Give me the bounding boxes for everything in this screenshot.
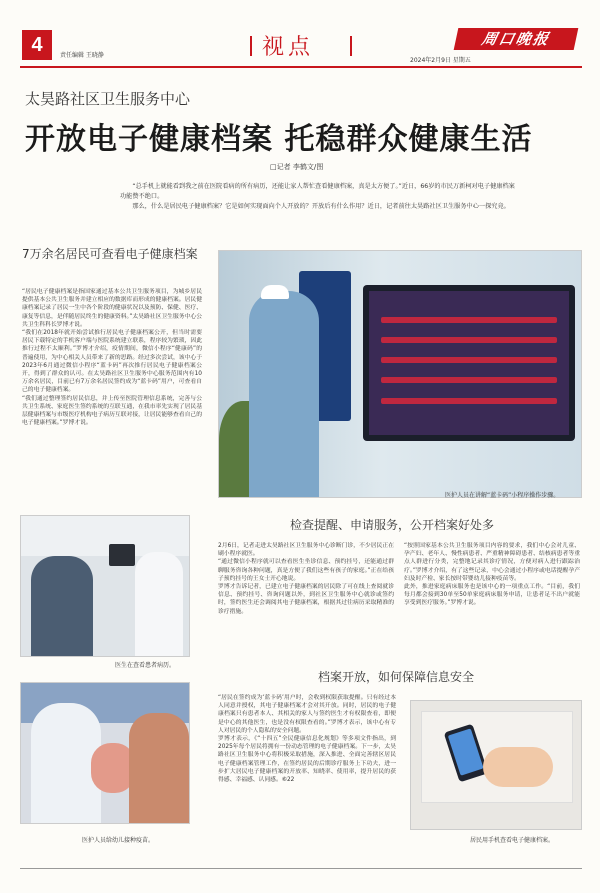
page-number: 4 — [22, 30, 52, 60]
parent-figure — [129, 713, 189, 823]
monitor-shape — [109, 544, 135, 566]
section-divider-right — [350, 36, 352, 56]
hand-shape — [483, 747, 553, 787]
main-photo-caption: 医护人员在讲解“蓝卡码”小程序操作步骤。 — [445, 492, 560, 499]
section-1-title: 7万余名居民可查看电子健康档案 — [22, 247, 198, 261]
vaccination-photo — [20, 682, 190, 824]
newspaper-logo: 周口晚报 — [454, 28, 579, 50]
section-2-column-1: 2月6日，记者走进太昊路社区卫生服务中心诊断门诊，不少居民正在刷小程序就医。 “通过微信小程序就可以查看医生坐诊信息、预约挂号，还能通过群聊服务咨询各种问题，真是方便了我们这些有孩子的家庭。”正在给孩子预约挂号的王女士开心地说。 罗博才告诉记者，已建立电子健康档案的居民除了可在线上查阅就诊信息、预约挂号、咨询问题以外，到社区卫生服务中心就诊或签约时，签约医生还会调阅其电子健康档案，根据其过往病历采取精准的诊疗措施。 — [218, 543, 394, 615]
footer-rule — [20, 868, 582, 869]
phone-photo — [410, 700, 582, 830]
section-2-title: 检查提醒、申请服务，公开档案好处多 — [290, 518, 495, 532]
section-3-body: “居民在签约成为‘蓝卡码’用户时，会收到权限获取提醒。只有经过本人同意并授权，其电子健康档案才会对其开放。同时，居民的电子健康档案只有患者本人、其相关的家人与签约医生才有权限查看，即便是中心的其他医生，也是没有权限查看的。”罗博才表示，该中心有专人对居民的个人隐私的安全问题。 罗博才表示，《“十四五”全民健康信息化规划》等多项文件指出，到2025年每个居民将拥有一份动态管理的电子健康档案。下一步，太昊路社区卫生服务中心将积极采取措施，深入推进、全面完善辖区居民电子健康档案管理工作，在签约居民的后期诊疗服务上下功夫，进一步扩大居民电子健康档案的开放率、知晓率、使用率，提升居民的获得感、幸福感、认同感。⑥22 — [218, 695, 396, 784]
article-kicker: 太昊路社区卫生服务中心 — [25, 90, 191, 108]
article-byline: □记者 李鹤文/图 — [270, 163, 324, 171]
consult-photo-caption: 医生在查看患者病历。 — [115, 662, 176, 669]
main-photo — [218, 250, 582, 498]
article-lead — [120, 182, 520, 212]
lead-paragraph-1: “总手机上就能看到我之前在医院看病的所有病历，还能让家人帮忙查看健康档案，真是太方便了。”近日，66岁的市民万新柯对电子健康档案功能赞不绝口。 — [120, 183, 515, 200]
doctor-figure — [135, 552, 183, 656]
section-3-title: 档案开放，如何保障信息安全 — [318, 670, 475, 684]
phone-photo-caption: 居民用手机查看电子健康档案。 — [470, 837, 555, 844]
editor-line: 责任编辑 王晓静 — [60, 52, 104, 59]
article-headline: 开放电子健康档案 托稳群众健康生活 — [25, 122, 533, 157]
nurse-cap — [261, 285, 289, 299]
lead-paragraph-2: 那么，什么是居民电子健康档案？它是如何实现面向个人开放的？开放后有什么作用？近日，记者前往太昊路社区卫生服务中心一探究竟。 — [132, 203, 510, 210]
display-screen — [363, 285, 575, 441]
nurse-figure — [249, 291, 319, 497]
vaccination-photo-caption: 医护人员给幼儿接种疫苗。 — [82, 837, 155, 844]
consult-photo — [20, 515, 190, 657]
patient-figure — [31, 556, 93, 656]
screen-content — [369, 291, 569, 435]
section-1-body: “居民电子健康档案是指国家通过基本公共卫生服务项目，为城乡居民提供基本公共卫生服务并建立相应的数据库而形成的健康档案。居民健康档案记录了居民一生中各个阶段的健康状况以及预防、保健、医疗、康复等信息，是伴随居民终生的健康资料。”太昊路社区卫生服务中心公共卫生科科长罗博才说。 “我们在2018年就开始尝试推行居民电子健康档案公开，但当时需要居民下载特定的手机客户端与医院系统建立联系，程序较为繁琐，因此推行过程不太顺利。”罗博才介绍，疫情期间，微信小程序“健康码”的普遍使用，为中心相关人员带来了新的思路。经过多次尝试，该中心于2023年6月通过微信小程序“蓝卡码”再次推行居民电子健康档案公开，得到了群众的认可。在太昊路社区卫生服务中心服务范围内有10万余名居民，目前已有7万余名居民签约成为“蓝卡码”用户，可查看自己的电子健康档案。 “我们通过整理签约居民信息，并上传至医院管理信息系统，完善与公共卫生系统、家庭医生签约系统的互联互通，在我市率先实现了居民基层健康档案与市级医疗机构电子病历互联对接，让居民能够查看自己的电子健康档案。”罗博才说。 — [22, 289, 202, 427]
dateline: 2024年2月9日 星期五 — [410, 57, 471, 64]
section-2-column-2: “按照国家基本公共卫生服务项目内容的要求，我们中心会对儿童、孕产妇、老年人、慢性病患者、严重精神障碍患者、结核病患者等重点人群进行分类，完整地记录其诊疗情况，方便对病人进行跟踪治疗。”罗博才介绍，有了这些记录，中心会通过小程序或电话提醒孕产妇及时产检、家长按时带婴幼儿接种疫苗等。 此外，推进家庭病床服务也是该中心的一项重点工作。“目前，我们每月都会接到30单至50单家庭病床服务申请，让患者足不出户就能享受到医疗服务。”罗博才说。 — [404, 543, 580, 607]
masthead-rule — [20, 66, 582, 68]
section-divider-left — [250, 36, 252, 56]
section-name: 视点 — [262, 35, 315, 60]
